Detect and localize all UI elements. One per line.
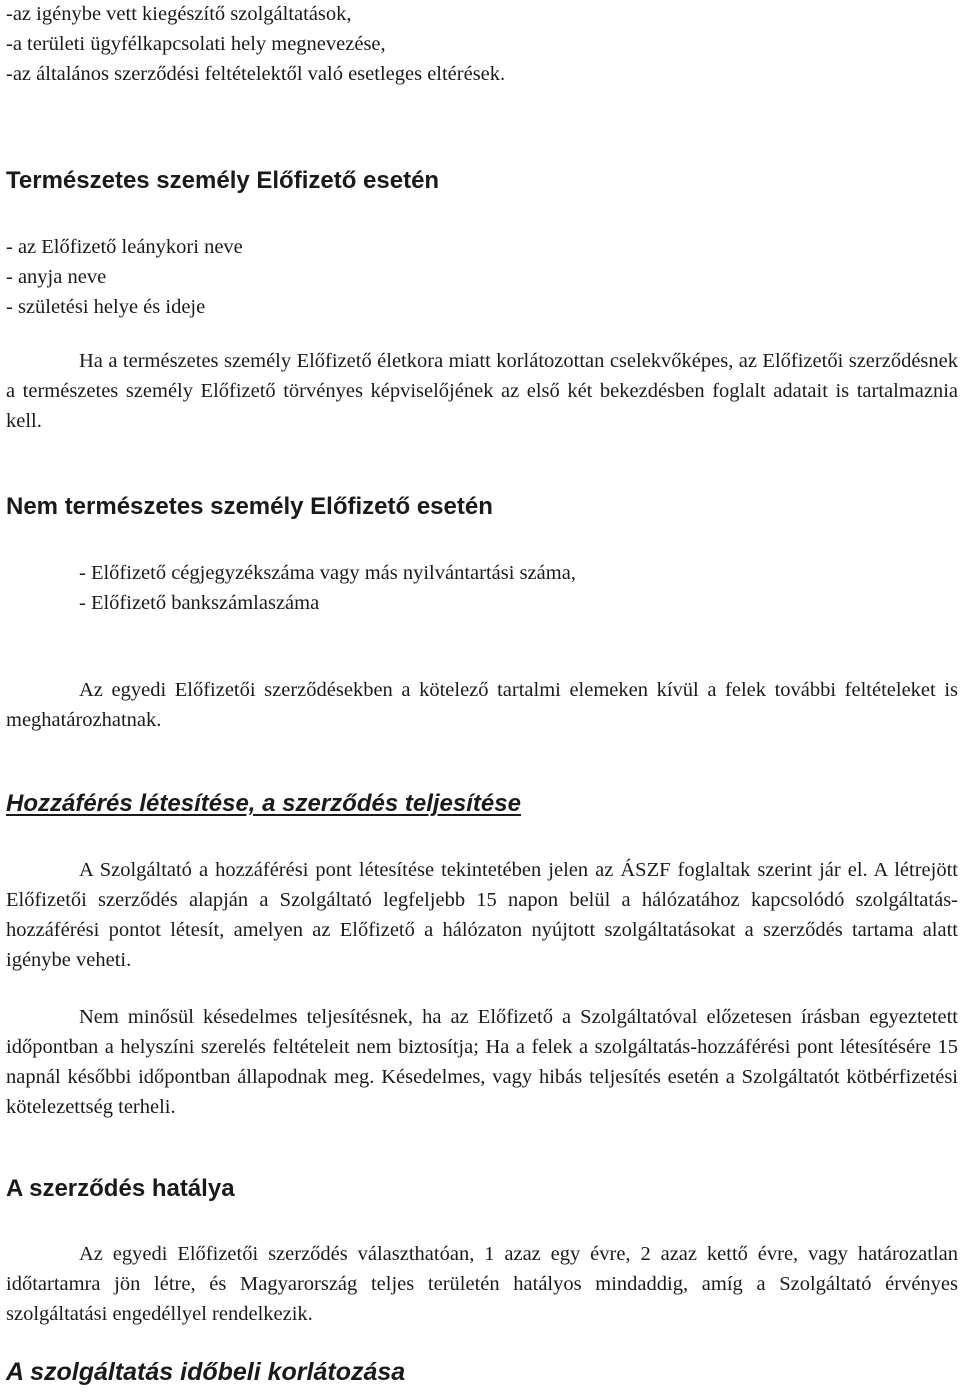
list-item: - Előfizető bankszámlaszáma xyxy=(79,592,320,614)
section-heading-legal-person: Nem természetes személy Előfizető esetén xyxy=(6,493,493,520)
access-paragraph-1: A Szolgáltató a hozzáférési pont létesítése tekintetében jelen az ÁSZF foglaltak szerint jár el. A létrejött Előfizetői szerződés alapján a Szolgáltató legfeljebb 15 napon belül a hálózatához kapcsolódó szolgáltatás-hozzáférési pontot létesít, amelyen az Előfizető a hálózaton nyújtott szolgáltatásokat a szerződés tartama alatt igénybe veheti. xyxy=(6,859,958,971)
section-heading-effect: A szerződés hatálya xyxy=(6,1175,235,1202)
section-heading-time-limit: A szolgáltatás időbeli korlátozása xyxy=(6,1358,406,1386)
list-item: - anyja neve xyxy=(6,266,107,288)
list-item: -az általános szerződési feltételektől való esetleges eltérések. xyxy=(6,63,506,85)
legal-person-paragraph: Az egyedi Előfizetői szerződésekben a kötelező tartalmi elemeken kívül a felek további feltételeket is meghatározhatnak. xyxy=(6,679,958,731)
list-item: -a területi ügyfélkapcsolati hely megnevezése, xyxy=(6,33,386,55)
natural-person-paragraph: Ha a természetes személy Előfizető életkora miatt korlátozottan cselekvőképes, az Előfizetői szerződésnek a természetes személy Előfizető törvényes képviselőjének az első két bekezdésben foglalt adatait is tartalmaznia kell. xyxy=(6,350,958,432)
list-item: - születési helye és ideje xyxy=(6,296,206,318)
top-list xyxy=(6,0,958,89)
list-item: -az igénybe vett kiegészítő szolgáltatások, xyxy=(6,3,352,25)
effect-paragraph: Az egyedi Előfizetői szerződés választhatóan, 1 azaz egy évre, 2 azaz kettő évre, vagy határozatlan időtartamra jön létre, és Magyarország teljes területén hatályos mindaddig, amíg a Szolgáltató érvényes szolgáltatási engedéllyel rendelkezik. xyxy=(6,1243,958,1325)
list-item: - az Előfizető leánykori neve xyxy=(6,236,243,258)
legal-person-list xyxy=(6,558,958,618)
natural-person-list xyxy=(6,232,958,322)
access-paragraph-2: Nem minősül késedelmes teljesítésnek, ha az Előfizető a Szolgáltatóval előzetesen írásban egyeztetett időpontban a helyszíni szerelés feltételeit nem biztosítja; Ha a felek a szolgáltatás-hozzáférési pont létesítésére 15 napnál későbbi időpontban állapodnak meg. Késedelmes, vagy hibás teljesítés esetén a Szolgáltatót kötbérfizetési kötelezettség terheli. xyxy=(6,1006,958,1118)
section-heading-access: Hozzáférés létesítése, a szerződés teljesítése xyxy=(6,790,521,817)
section-heading-natural-person: Természetes személy Előfizető esetén xyxy=(6,167,440,194)
list-item: - Előfizető cégjegyzékszáma vagy más nyilvántartási száma, xyxy=(79,562,576,584)
